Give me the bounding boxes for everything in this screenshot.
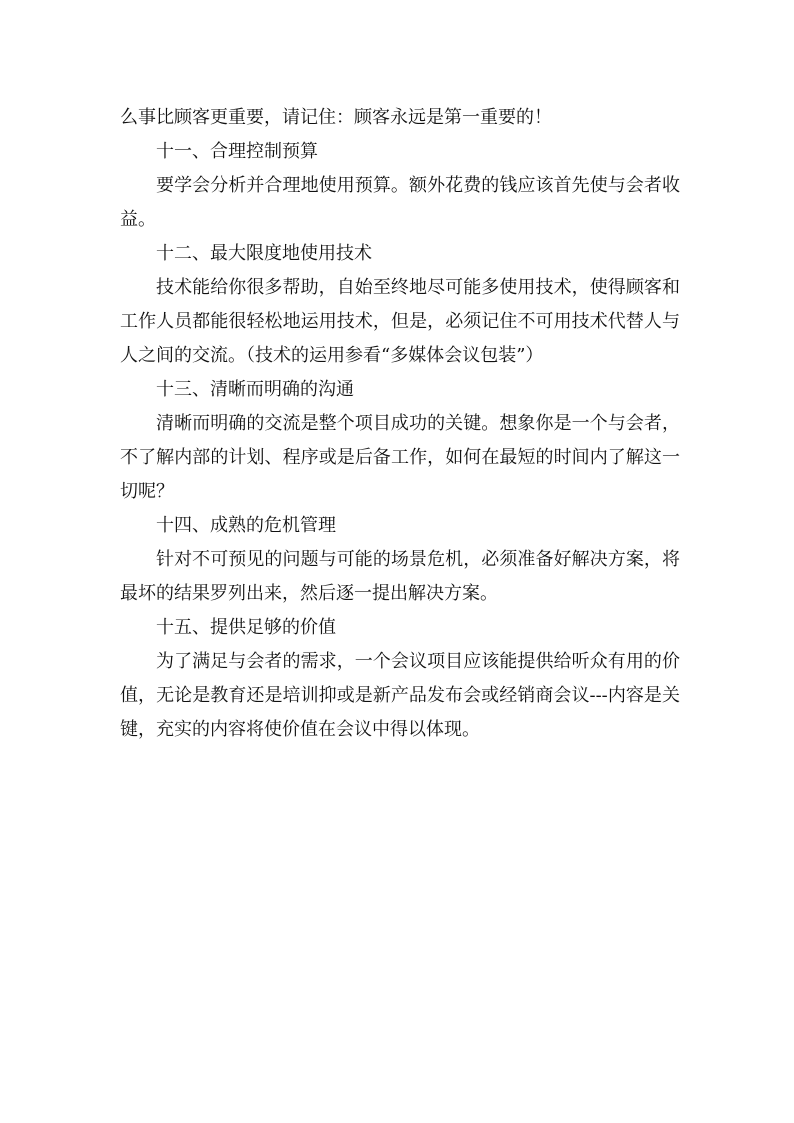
paragraph-budget: 要学会分析并合理地使用预算。额外花费的钱应该首先使与会者收益。	[120, 175, 680, 230]
paragraph-value: 为了满足与会者的需求，一个会议项目应该能提供给听众有用的价值，无论是教育还是培训抑或是新产品发布会或经销商会议---内容是关键，充实的内容将使价值在会议中得以体现。	[120, 651, 680, 740]
section-heading-11: 十一、合理控制预算	[156, 141, 318, 162]
section-heading-14: 十四、成熟的危机管理	[156, 515, 336, 536]
section-heading-13: 十三、清晰而明确的沟通	[156, 379, 354, 400]
section-heading-12: 十二、最大限度地使用技术	[156, 243, 372, 264]
paragraph-crisis-management: 针对不可预见的问题与可能的场景危机，必须准备好解决方案，将最坏的结果罗列出来，然后逐一提出解决方案。	[120, 549, 680, 604]
paragraph-communication: 清晰而明确的交流是整个项目成功的关键。想象你是一个与会者，不了解内部的计划、程序或是后备工作，如何在最短的时间内了解这一切呢？	[120, 413, 680, 502]
section-heading-15: 十五、提供足够的价值	[156, 617, 336, 638]
paragraph-technology: 技术能给你很多帮助，自始至终地尽可能多使用技术，使得顾客和工作人员都能很轻松地运用技术，但是，必须记住不可用技术代替人与人之间的交流。（技术的运用参看“多媒体会议包装”）	[120, 277, 680, 366]
document-body	[120, 101, 680, 747]
paragraph-continuation: 么事比顾客更重要，请记住：顾客永远是第一重要的！	[120, 107, 552, 128]
